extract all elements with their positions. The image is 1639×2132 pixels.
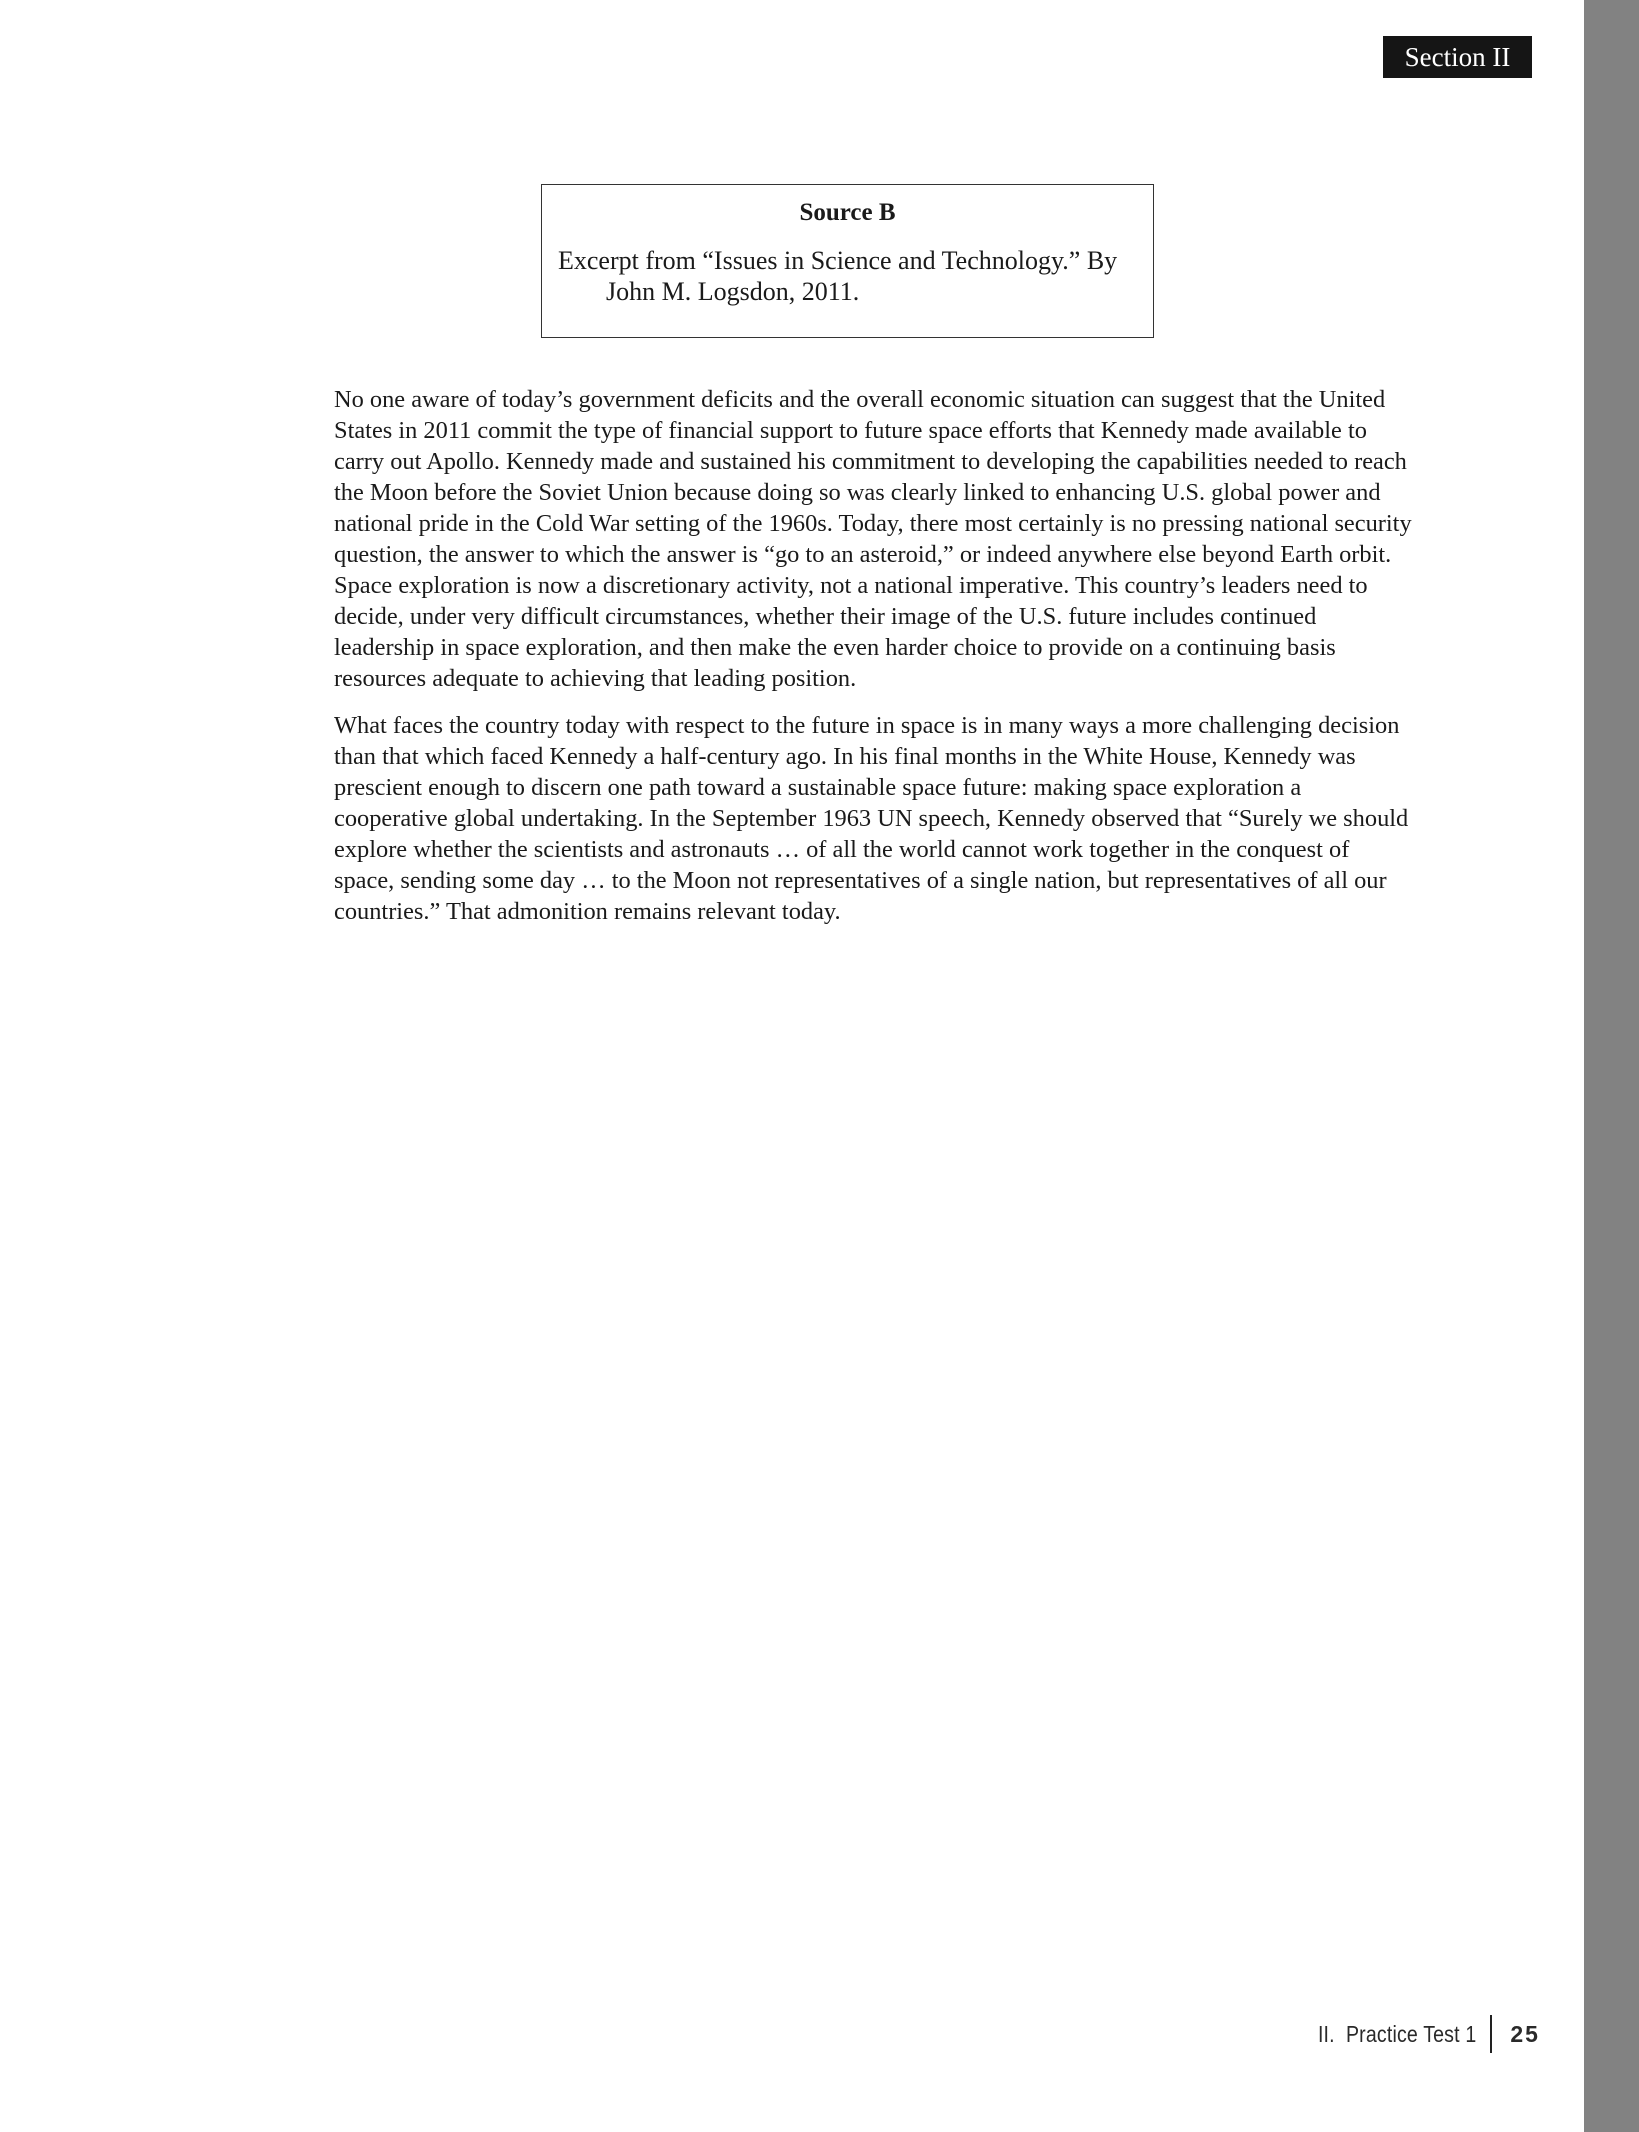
page-edge-bar xyxy=(1584,0,1639,2132)
source-box xyxy=(541,184,1154,338)
passage-paragraph: What faces the country today with respect to the future in space is in many ways a more challenging decision than that which faced Kennedy a half-century ago. In his final months in the White House, Kennedy was prescient enough to discern one path toward a sustainable space future: making space exploration a cooperative global undertaking. In the September 1963 UN speech, Kennedy observed that “Surely we should explore whether the scientists and astronauts … of all the world cannot work together in the conquest of space, sending some day … to the Moon not representatives of a single nation, but representatives of all our countries.” That admonition remains relevant today. xyxy=(334,712,1409,925)
source-citation: Excerpt from “Issues in Science and Technology.” By John M. Logsdon, 2011. xyxy=(558,246,1118,306)
source-passage xyxy=(334,384,1414,943)
page-number: 25 xyxy=(1510,2020,1540,2047)
section-label: Section II xyxy=(1383,36,1532,78)
page-footer xyxy=(1290,2014,1540,2054)
footer-test-label: II. Practice Test 1 xyxy=(1317,2020,1477,2047)
passage-paragraph: No one aware of today’s government deficits and the overall economic situation can suggest that the United States in 2011 commit the type of financial support to future space efforts that Kennedy made available to carry out Apollo. Kennedy made and sustained his commitment to developing the capabilities needed to reach the Moon before the Soviet Union because doing so was clearly linked to enhancing U.S. global power and national pride in the Cold War setting of the 1960s. Today, there most certainly is no pressing national security question, the answer to which the answer is “go to an asteroid,” or indeed anywhere else beyond Earth orbit. Space exploration is now a discretionary activity, not a national imperative. This country’s leaders need to decide, under very difficult circumstances, whether their image of the U.S. future includes continued leadership in space exploration, and then make the even harder choice to provide on a continuing basis resources adequate to achieving that leading position. xyxy=(334,386,1412,692)
source-title: Source B xyxy=(799,199,896,226)
footer-divider xyxy=(1490,2015,1492,2053)
